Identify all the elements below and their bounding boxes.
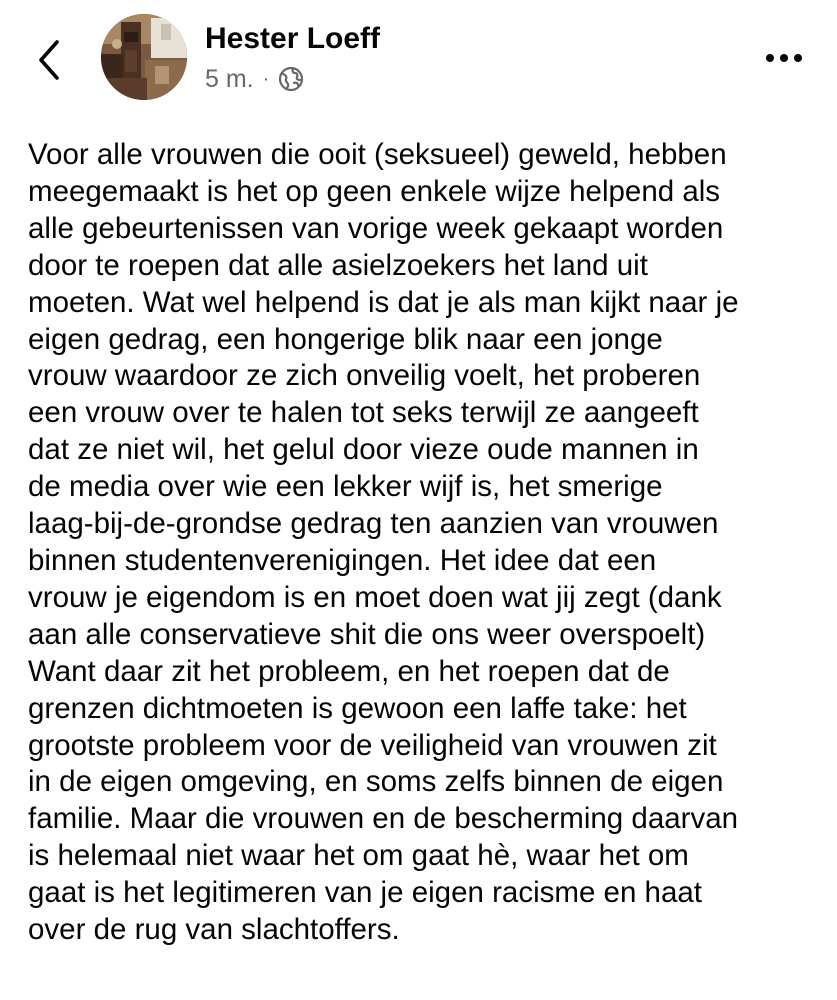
ellipsis-icon <box>758 44 810 72</box>
meta-separator: · <box>262 67 270 90</box>
globe-icon[interactable] <box>278 66 304 92</box>
back-button[interactable] <box>30 36 70 84</box>
more-options-button[interactable] <box>758 44 810 72</box>
avatar-image <box>101 14 187 100</box>
post-header <box>0 0 837 115</box>
post-meta <box>205 63 304 95</box>
chevron-left-icon <box>30 36 70 84</box>
post-text: Voor alle vrouwen die ooit (seksueel) geweld, hebben meegemaakt is het op geen enkele wijze helpend als alle gebeurtenissen van vorige week gekaapt worden door te roepen dat alle asielzoekers het land uit moeten. Wat wel helpend is dat je als man kijkt naar je eigen gedrag, een hongerige blik naar een jonge vrouw waardoor ze zich onveilig voelt, het proberen een vrouw over te halen tot seks terwijl ze aangeeft dat ze niet wil, het gelul door vieze oude mannen in de media over wie een lekker wijf is, het smerige laag-bij-de-grondse gedrag ten aanzien van vrouwen binnen studentenverenigingen. Het idee dat een vrouw je eigendom is en moet doen wat jij zegt (dank aan alle conservatieve shit die ons weer overspoelt) Want daar zit het probleem, en het roepen dat de grenzen dichtmoeten is gewoon een laffe take: het grootste probleem voor de veiligheid van vrouwen zit in de eigen omgeving, en soms zelfs binnen de eigen familie. Maar die vrouwen en de bescherming daarvan is helemaal niet waar het om gaat hè, waar het om gaat is het legitimeren van je eigen racisme en haat over de rug van slachtoffers. <box>28 138 739 947</box>
author-name[interactable]: Hester Loeff <box>205 22 381 55</box>
post-timestamp[interactable]: 5 m. <box>205 64 254 93</box>
avatar[interactable] <box>101 14 187 100</box>
